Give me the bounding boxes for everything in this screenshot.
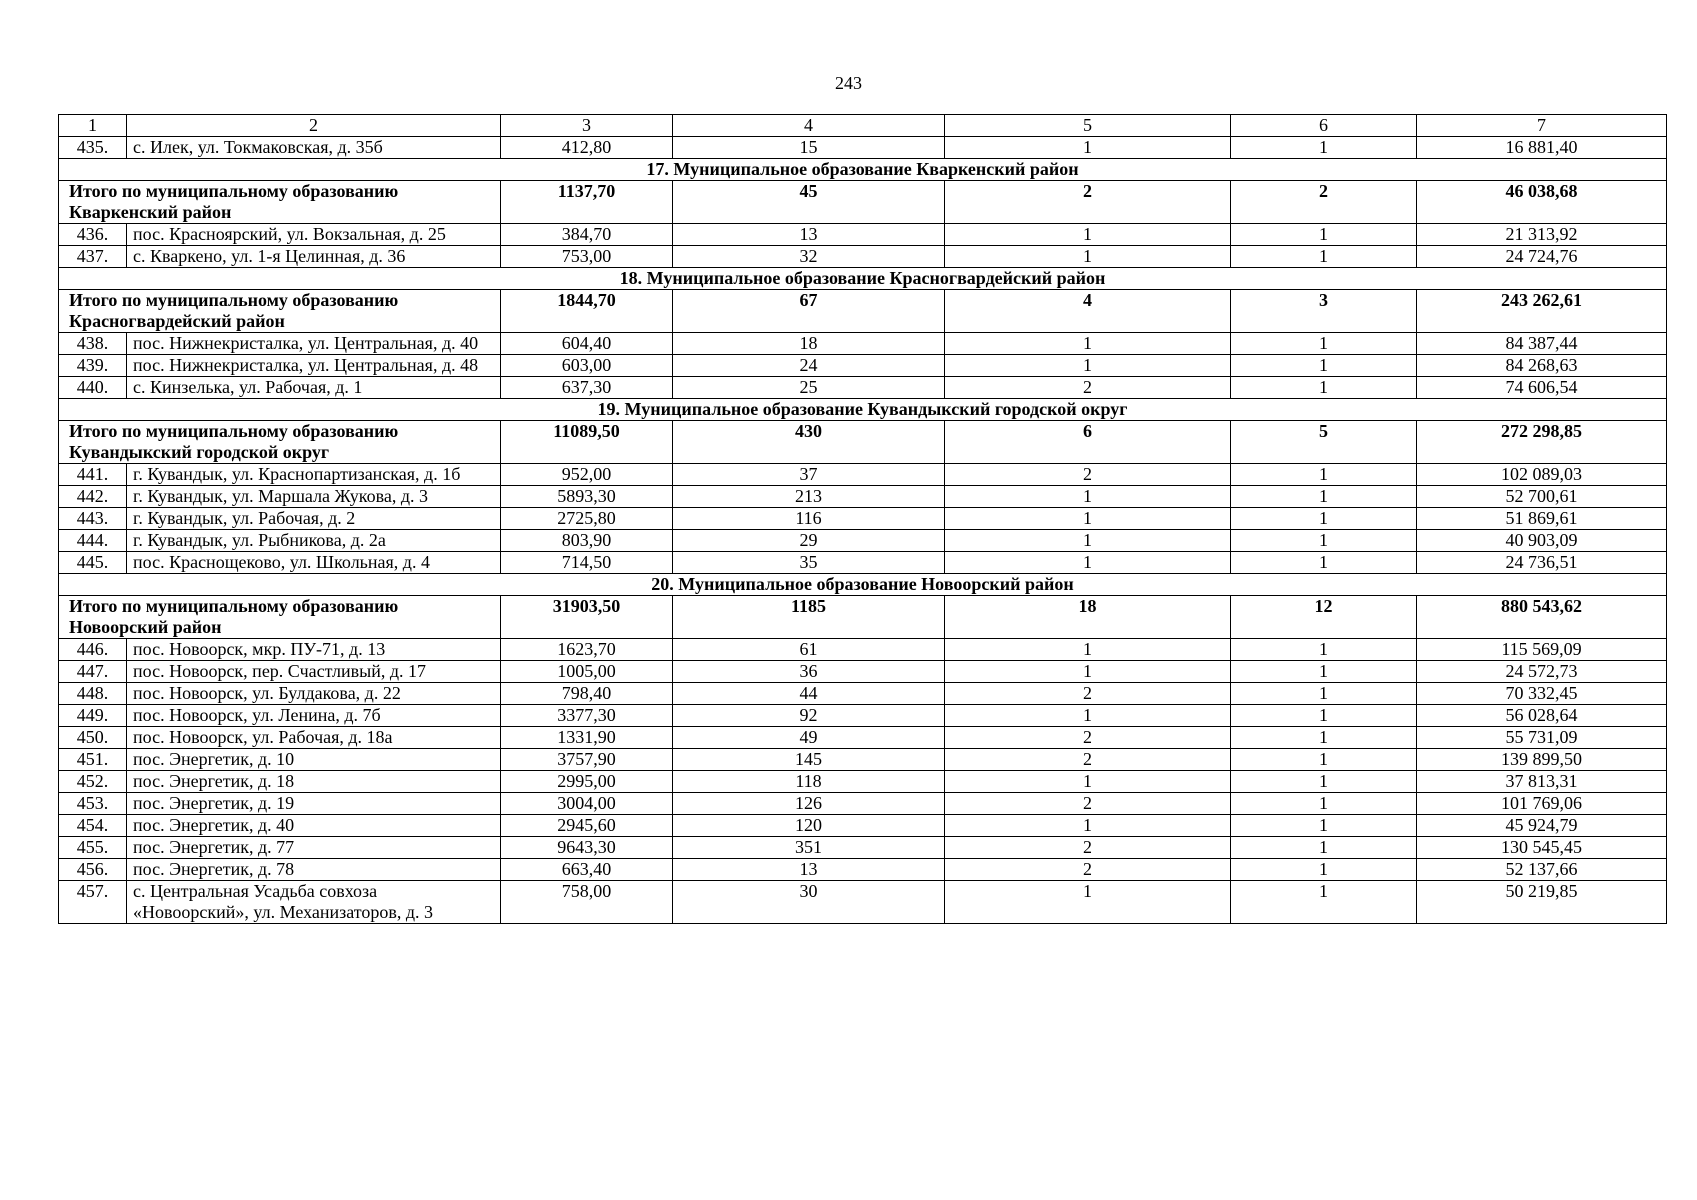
value-cell: 3757,90 xyxy=(501,749,673,771)
value-cell: 120 xyxy=(673,815,945,837)
value-cell: 126 xyxy=(673,793,945,815)
value-cell: 603,00 xyxy=(501,355,673,377)
table-row xyxy=(59,246,1667,268)
row-number-cell: 442. xyxy=(59,486,127,508)
row-number-cell: 456. xyxy=(59,859,127,881)
column-header: 2 xyxy=(127,115,501,137)
value-cell: 37 813,31 xyxy=(1417,771,1667,793)
table-row xyxy=(59,333,1667,355)
value-cell: 56 028,64 xyxy=(1417,705,1667,727)
value-cell: 1 xyxy=(945,815,1231,837)
table-row xyxy=(59,377,1667,399)
value-cell: 115 569,09 xyxy=(1417,639,1667,661)
address-cell: пос. Краснощеково, ул. Школьная, д. 4 xyxy=(127,552,501,574)
table-row xyxy=(59,705,1667,727)
value-cell: 24 724,76 xyxy=(1417,246,1667,268)
value-cell: 637,30 xyxy=(501,377,673,399)
value-cell: 1 xyxy=(1231,552,1417,574)
value-cell: 1 xyxy=(1231,705,1417,727)
value-cell: 1 xyxy=(945,224,1231,246)
value-cell: 101 769,06 xyxy=(1417,793,1667,815)
total-label: Итого по муниципальному образованию Кувандыкский городской округ xyxy=(59,421,501,464)
address-cell: с. Илек, ул. Токмаковская, д. 35б xyxy=(127,137,501,159)
value-cell: 412,80 xyxy=(501,137,673,159)
total-value-cell: 243 262,61 xyxy=(1417,290,1667,333)
value-cell: 92 xyxy=(673,705,945,727)
row-number-cell: 439. xyxy=(59,355,127,377)
value-cell: 1 xyxy=(1231,771,1417,793)
address-cell: пос. Новоорск, мкр. ПУ-71, д. 13 xyxy=(127,639,501,661)
value-cell: 2 xyxy=(945,727,1231,749)
address-cell: г. Кувандык, ул. Маршала Жукова, д. 3 xyxy=(127,486,501,508)
value-cell: 5893,30 xyxy=(501,486,673,508)
value-cell: 74 606,54 xyxy=(1417,377,1667,399)
table-body xyxy=(59,115,1667,924)
row-number-cell: 452. xyxy=(59,771,127,793)
value-cell: 3004,00 xyxy=(501,793,673,815)
value-cell: 1 xyxy=(1231,793,1417,815)
value-cell: 102 089,03 xyxy=(1417,464,1667,486)
total-value-cell: 430 xyxy=(673,421,945,464)
row-number-cell: 448. xyxy=(59,683,127,705)
value-cell: 24 736,51 xyxy=(1417,552,1667,574)
value-cell: 139 899,50 xyxy=(1417,749,1667,771)
value-cell: 1 xyxy=(1231,815,1417,837)
value-cell: 213 xyxy=(673,486,945,508)
value-cell: 1 xyxy=(1231,859,1417,881)
value-cell: 351 xyxy=(673,837,945,859)
value-cell: 604,40 xyxy=(501,333,673,355)
value-cell: 1 xyxy=(945,639,1231,661)
value-cell: 1 xyxy=(945,508,1231,530)
value-cell: 1 xyxy=(1231,508,1417,530)
table-row xyxy=(59,881,1667,924)
value-cell: 15 xyxy=(673,137,945,159)
value-cell: 1 xyxy=(1231,355,1417,377)
table-row xyxy=(59,355,1667,377)
table-row xyxy=(59,530,1667,552)
value-cell: 1623,70 xyxy=(501,639,673,661)
value-cell: 2 xyxy=(945,464,1231,486)
address-cell: пос. Энергетик, д. 77 xyxy=(127,837,501,859)
value-cell: 1 xyxy=(1231,639,1417,661)
table-row xyxy=(59,552,1667,574)
value-cell: 1 xyxy=(945,486,1231,508)
value-cell: 1 xyxy=(945,246,1231,268)
value-cell: 1 xyxy=(945,552,1231,574)
address-cell: пос. Энергетик, д. 18 xyxy=(127,771,501,793)
value-cell: 24 572,73 xyxy=(1417,661,1667,683)
address-cell: пос. Красноярский, ул. Вокзальная, д. 25 xyxy=(127,224,501,246)
section-title: 18. Муниципальное образование Красногвардейский район xyxy=(59,268,1667,290)
address-cell: г. Кувандык, ул. Рыбникова, д. 2а xyxy=(127,530,501,552)
value-cell: 116 xyxy=(673,508,945,530)
value-cell: 1 xyxy=(945,333,1231,355)
value-cell: 952,00 xyxy=(501,464,673,486)
value-cell: 753,00 xyxy=(501,246,673,268)
column-header: 4 xyxy=(673,115,945,137)
total-value-cell: 4 xyxy=(945,290,1231,333)
value-cell: 1 xyxy=(945,705,1231,727)
table-row xyxy=(59,661,1667,683)
value-cell: 50 219,85 xyxy=(1417,881,1667,924)
total-value-cell: 46 038,68 xyxy=(1417,181,1667,224)
row-number-cell: 454. xyxy=(59,815,127,837)
table-row xyxy=(59,508,1667,530)
value-cell: 9643,30 xyxy=(501,837,673,859)
value-cell: 1 xyxy=(1231,224,1417,246)
value-cell: 13 xyxy=(673,859,945,881)
section-title: 19. Муниципальное образование Кувандыкский городской округ xyxy=(59,399,1667,421)
value-cell: 84 268,63 xyxy=(1417,355,1667,377)
value-cell: 1 xyxy=(1231,464,1417,486)
value-cell: 1 xyxy=(1231,749,1417,771)
total-value-cell: 1137,70 xyxy=(501,181,673,224)
value-cell: 2945,60 xyxy=(501,815,673,837)
value-cell: 45 924,79 xyxy=(1417,815,1667,837)
address-cell: г. Кувандык, ул. Рабочая, д. 2 xyxy=(127,508,501,530)
row-number-cell: 438. xyxy=(59,333,127,355)
section-title: 20. Муниципальное образование Новоорский район xyxy=(59,574,1667,596)
value-cell: 44 xyxy=(673,683,945,705)
value-cell: 1331,90 xyxy=(501,727,673,749)
value-cell: 1 xyxy=(1231,683,1417,705)
address-cell: пос. Нижнекристалка, ул. Центральная, д. 40 xyxy=(127,333,501,355)
value-cell: 21 313,92 xyxy=(1417,224,1667,246)
value-cell: 70 332,45 xyxy=(1417,683,1667,705)
value-cell: 2 xyxy=(945,749,1231,771)
address-cell: г. Кувандык, ул. Краснопартизанская, д. 1б xyxy=(127,464,501,486)
value-cell: 84 387,44 xyxy=(1417,333,1667,355)
value-cell: 2 xyxy=(945,859,1231,881)
value-cell: 32 xyxy=(673,246,945,268)
row-number-cell: 435. xyxy=(59,137,127,159)
table-row xyxy=(59,727,1667,749)
address-cell: пос. Новоорск, пер. Счастливый, д. 17 xyxy=(127,661,501,683)
row-number-cell: 457. xyxy=(59,881,127,924)
address-cell: пос. Нижнекристалка, ул. Центральная, д. 48 xyxy=(127,355,501,377)
table-row xyxy=(59,486,1667,508)
address-cell: пос. Энергетик, д. 10 xyxy=(127,749,501,771)
section-row xyxy=(59,159,1667,181)
table-row xyxy=(59,683,1667,705)
value-cell: 118 xyxy=(673,771,945,793)
column-header: 1 xyxy=(59,115,127,137)
address-cell: с. Центральная Усадьба совхоза «Новоорский», ул. Механизаторов, д. 3 xyxy=(127,881,501,924)
value-cell: 1 xyxy=(1231,486,1417,508)
table-row xyxy=(59,815,1667,837)
table-row xyxy=(59,464,1667,486)
total-value-cell: 45 xyxy=(673,181,945,224)
column-header: 7 xyxy=(1417,115,1667,137)
total-value-cell: 12 xyxy=(1231,596,1417,639)
value-cell: 25 xyxy=(673,377,945,399)
row-number-cell: 441. xyxy=(59,464,127,486)
table-row xyxy=(59,837,1667,859)
row-number-cell: 450. xyxy=(59,727,127,749)
value-cell: 2995,00 xyxy=(501,771,673,793)
value-cell: 1005,00 xyxy=(501,661,673,683)
row-number-cell: 437. xyxy=(59,246,127,268)
row-number-cell: 453. xyxy=(59,793,127,815)
total-label: Итого по муниципальному образованию Новоорский район xyxy=(59,596,501,639)
value-cell: 13 xyxy=(673,224,945,246)
address-cell: с. Кинзелька, ул. Рабочая, д. 1 xyxy=(127,377,501,399)
value-cell: 1 xyxy=(945,530,1231,552)
table-row xyxy=(59,224,1667,246)
table-row xyxy=(59,793,1667,815)
value-cell: 51 869,61 xyxy=(1417,508,1667,530)
address-cell: пос. Энергетик, д. 19 xyxy=(127,793,501,815)
value-cell: 130 545,45 xyxy=(1417,837,1667,859)
value-cell: 2725,80 xyxy=(501,508,673,530)
total-row xyxy=(59,421,1667,464)
value-cell: 803,90 xyxy=(501,530,673,552)
column-header: 6 xyxy=(1231,115,1417,137)
value-cell: 1 xyxy=(945,355,1231,377)
total-value-cell: 3 xyxy=(1231,290,1417,333)
total-label: Итого по муниципальному образованию Кваркенский район xyxy=(59,181,501,224)
row-number-cell: 451. xyxy=(59,749,127,771)
value-cell: 758,00 xyxy=(501,881,673,924)
total-value-cell: 880 543,62 xyxy=(1417,596,1667,639)
value-cell: 1 xyxy=(1231,661,1417,683)
column-header: 3 xyxy=(501,115,673,137)
housing-register-table xyxy=(58,114,1667,924)
value-cell: 52 700,61 xyxy=(1417,486,1667,508)
value-cell: 1 xyxy=(1231,530,1417,552)
section-title: 17. Муниципальное образование Кваркенский район xyxy=(59,159,1667,181)
total-value-cell: 67 xyxy=(673,290,945,333)
value-cell: 2 xyxy=(945,837,1231,859)
value-cell: 1 xyxy=(1231,881,1417,924)
section-row xyxy=(59,268,1667,290)
table-row xyxy=(59,771,1667,793)
value-cell: 1 xyxy=(1231,727,1417,749)
address-cell: пос. Энергетик, д. 78 xyxy=(127,859,501,881)
address-cell: с. Кваркено, ул. 1-я Целинная, д. 36 xyxy=(127,246,501,268)
value-cell: 36 xyxy=(673,661,945,683)
row-number-cell: 445. xyxy=(59,552,127,574)
total-row xyxy=(59,181,1667,224)
value-cell: 29 xyxy=(673,530,945,552)
value-cell: 24 xyxy=(673,355,945,377)
address-cell: пос. Новоорск, ул. Булдакова, д. 22 xyxy=(127,683,501,705)
value-cell: 1 xyxy=(945,661,1231,683)
value-cell: 1 xyxy=(1231,837,1417,859)
value-cell: 37 xyxy=(673,464,945,486)
value-cell: 1 xyxy=(945,137,1231,159)
value-cell: 2 xyxy=(945,377,1231,399)
value-cell: 1 xyxy=(945,881,1231,924)
value-cell: 384,70 xyxy=(501,224,673,246)
value-cell: 30 xyxy=(673,881,945,924)
value-cell: 1 xyxy=(1231,137,1417,159)
total-value-cell: 6 xyxy=(945,421,1231,464)
address-cell: пос. Новоорск, ул. Рабочая, д. 18а xyxy=(127,727,501,749)
total-value-cell: 18 xyxy=(945,596,1231,639)
total-value-cell: 31903,50 xyxy=(501,596,673,639)
total-value-cell: 11089,50 xyxy=(501,421,673,464)
value-cell: 3377,30 xyxy=(501,705,673,727)
value-cell: 35 xyxy=(673,552,945,574)
section-row xyxy=(59,574,1667,596)
total-value-cell: 2 xyxy=(945,181,1231,224)
value-cell: 2 xyxy=(945,683,1231,705)
table-row xyxy=(59,137,1667,159)
value-cell: 52 137,66 xyxy=(1417,859,1667,881)
row-number-cell: 436. xyxy=(59,224,127,246)
total-label: Итого по муниципальному образованию Красногвардейский район xyxy=(59,290,501,333)
value-cell: 663,40 xyxy=(501,859,673,881)
total-value-cell: 272 298,85 xyxy=(1417,421,1667,464)
table-row xyxy=(59,749,1667,771)
table-row xyxy=(59,639,1667,661)
page-number: 243 xyxy=(835,73,862,93)
row-number-cell: 449. xyxy=(59,705,127,727)
address-cell: пос. Новоорск, ул. Ленина, д. 7б xyxy=(127,705,501,727)
value-cell: 16 881,40 xyxy=(1417,137,1667,159)
row-number-cell: 440. xyxy=(59,377,127,399)
column-number-row xyxy=(59,115,1667,137)
row-number-cell: 447. xyxy=(59,661,127,683)
address-cell: пос. Энергетик, д. 40 xyxy=(127,815,501,837)
row-number-cell: 443. xyxy=(59,508,127,530)
section-row xyxy=(59,399,1667,421)
column-header: 5 xyxy=(945,115,1231,137)
value-cell: 1 xyxy=(1231,333,1417,355)
value-cell: 40 903,09 xyxy=(1417,530,1667,552)
row-number-cell: 446. xyxy=(59,639,127,661)
value-cell: 1 xyxy=(1231,377,1417,399)
value-cell: 714,50 xyxy=(501,552,673,574)
value-cell: 1 xyxy=(1231,246,1417,268)
value-cell: 145 xyxy=(673,749,945,771)
value-cell: 2 xyxy=(945,793,1231,815)
total-value-cell: 1185 xyxy=(673,596,945,639)
row-number-cell: 455. xyxy=(59,837,127,859)
total-value-cell: 5 xyxy=(1231,421,1417,464)
total-row xyxy=(59,596,1667,639)
value-cell: 18 xyxy=(673,333,945,355)
value-cell: 49 xyxy=(673,727,945,749)
value-cell: 61 xyxy=(673,639,945,661)
value-cell: 798,40 xyxy=(501,683,673,705)
value-cell: 55 731,09 xyxy=(1417,727,1667,749)
total-value-cell: 2 xyxy=(1231,181,1417,224)
row-number-cell: 444. xyxy=(59,530,127,552)
value-cell: 1 xyxy=(945,771,1231,793)
total-row xyxy=(59,290,1667,333)
total-value-cell: 1844,70 xyxy=(501,290,673,333)
table-row xyxy=(59,859,1667,881)
